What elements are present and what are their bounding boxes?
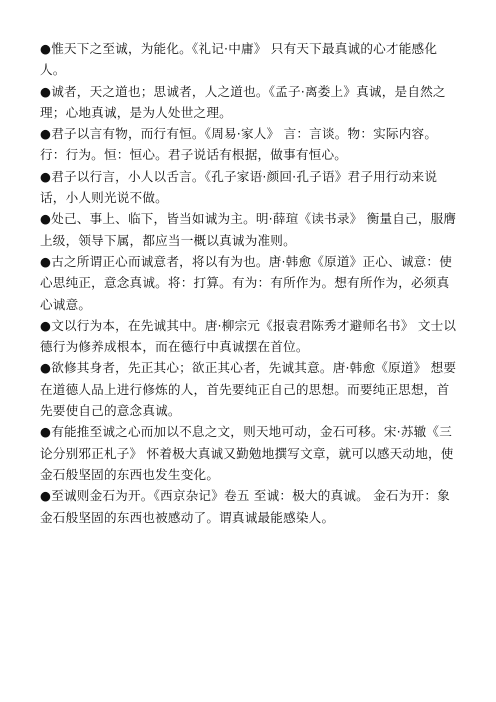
document-body (40, 38, 460, 528)
quote-entry-5: ●处己、事上、临下，皆当如诚为主。明·薛瑄《读书录》 衡量自己，服膺上级，领导下属，都应当一概以真诚为准则。 (40, 211, 457, 248)
quote-entry-1: ●惟天下之至诚，为能化。《礼记·中庸》 只有天下最真诚的心才能感化人。 (40, 41, 438, 78)
quote-entry-8: ●欲修其身者，先正其心；欲正其心者，先诚其意。唐·韩愈《原道》 想要在道德人品上进行修炼的人，首先要纯正自己的思想。而要纯正思想，首先要使自己的意念真诚。 (40, 360, 457, 419)
quote-entry-9: ●有能推至诚之心而加以不息之文，则天地可动，金石可移。宋·苏辙《三论分别邪正札子》 怀着极大真诚又勤勉地撰写文章，就可以感天动地，使金石般坚固的东西也发生变化。 (40, 424, 454, 482)
quote-entry-6: ●古之所谓正心而诚意者，将以有为也。唐·韩愈《原道》正心、诚意：使心思纯正，意念真诚。将：打算。有为：有所作为。想有所作为，必须真心诚意。 (40, 253, 452, 312)
quote-entry-10: ●至诚则金石为开。《西京杂记》卷五 至诚：极大的真诚。 金石为开：象金石般坚固的东西也被感动了。谓真诚最能感染人。 (40, 488, 450, 525)
quote-entry-4: ●君子以行言，小人以舌言。《孔子家语·颜回·孔子语》君子用行动来说话，小人则光说不做。 (40, 168, 438, 206)
quote-entry-3: ●君子以言有物，而行有恒。《周易·家人》 言：言谈。物：实际内容。行：行为。恒：恒心。君子说话有根据，做事有恒心。 (40, 126, 438, 163)
quote-entry-7: ●文以行为本，在先诚其中。唐·柳宗元《报袁君陈秀才避师名书》 文士以德行为修养成根本，而在德行中真诚摆在首位。 (40, 317, 457, 355)
quote-entry-2: ●诚者，天之道也；思诚者，人之道也。《孟子·离娄上》真诚，是自然之理；心地真诚，是为人处世之理。 (40, 83, 446, 120)
